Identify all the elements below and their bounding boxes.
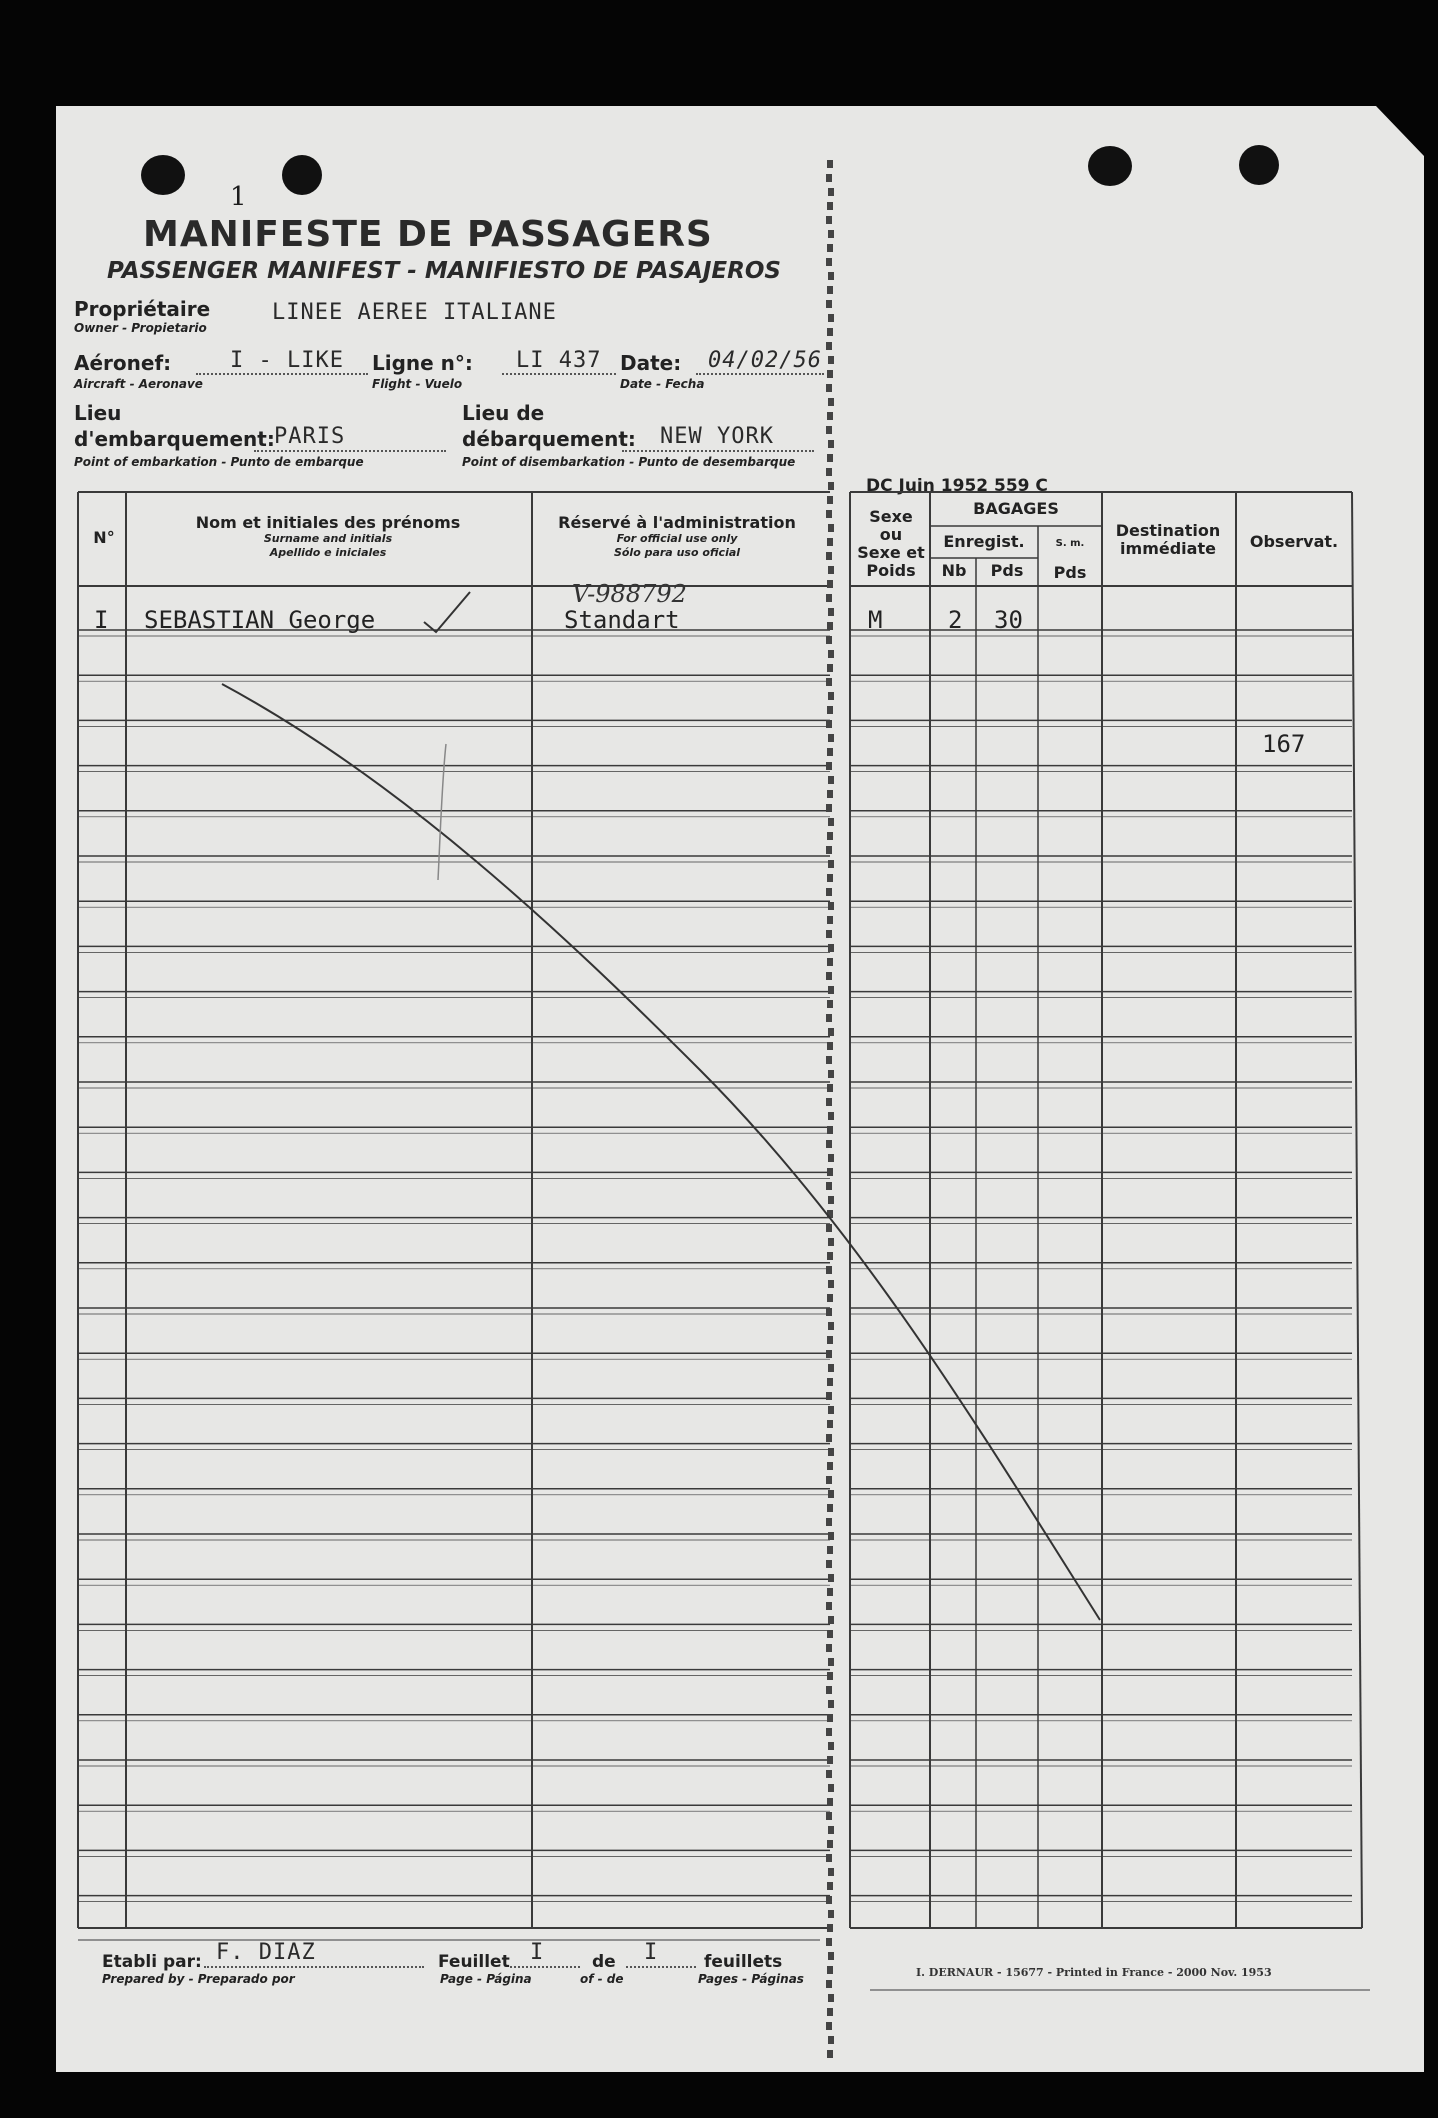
embarkation-sublabel: Point of embarkation - Punto de embarque: [74, 455, 364, 469]
row-no: I: [94, 606, 109, 634]
row-admin: Standart: [564, 606, 680, 634]
col-header-name-sub1: Surname and initials: [263, 532, 393, 545]
owner-sublabel: Owner - Propietario: [74, 321, 207, 335]
of-label: de: [592, 1952, 616, 1972]
col-header-name-sub2: Apellido e iniciales: [269, 546, 387, 559]
embarkation-label-2: d'embarquement:: [74, 427, 275, 451]
sheet-label: Feuillet: [438, 1952, 510, 1972]
form-stamp: DC Juin 1952 559 C: [866, 476, 1048, 496]
row-nb: 2: [948, 606, 963, 634]
col-header-remarks: Observat.: [1249, 532, 1339, 551]
col-header-sex-l1: Sexe: [869, 507, 913, 526]
date-value: 04/02/56: [708, 348, 822, 373]
col-header-sex-l4: Poids: [866, 561, 916, 580]
col-header-sex-l2: ou: [879, 525, 903, 544]
sheets-label: feuillets: [704, 1952, 783, 1972]
row-pds: 30: [994, 606, 1023, 634]
col-header-sex-l3: Sexe et: [857, 543, 925, 562]
manifest-title: MANIFESTE DE PASSAGERS: [143, 214, 713, 255]
manifest-subtitle: PASSENGER MANIFEST - MANIFIESTO DE PASAJEROS: [107, 258, 781, 284]
flight-label: Ligne n°:: [372, 351, 473, 375]
aircraft-sublabel: Aircraft - Aeronave: [74, 377, 203, 391]
col-header-admin-sub1: For official use only: [616, 532, 738, 545]
page-mark: 1: [230, 182, 247, 212]
prepared-sublabel: Prepared by - Preparado por: [102, 1972, 295, 1986]
sheet-sublabel: Page - Página: [440, 1972, 532, 1986]
printer-imprint: I. DERNAUR - 15677 - Printed in France - 2000 Nov. 1953: [916, 1966, 1272, 1979]
side-number: 167: [1262, 730, 1306, 758]
embarkation-label-1: Lieu: [74, 401, 122, 425]
disembarkation-sublabel: Point of disembarkation - Punto de desembarque: [462, 455, 796, 469]
aircraft-value: I - LIKE: [230, 348, 344, 373]
col-header-registered: Enregist.: [943, 532, 1025, 551]
aircraft-label: Aéronef:: [74, 351, 172, 375]
prepared-value: F. DIAZ: [216, 1940, 316, 1965]
disembarkation-label-1: Lieu de: [462, 401, 545, 425]
date-label: Date:: [620, 351, 682, 375]
owner-value: LINEE AEREE ITALIANE: [272, 300, 557, 325]
col-header-destination-l2: immédiate: [1120, 539, 1216, 558]
col-header-baggage: BAGAGES: [973, 499, 1059, 518]
embarkation-value: PARIS: [274, 424, 346, 449]
row-admin-note: V-988792: [572, 580, 687, 608]
col-header-admin-sub2: Sólo para uso oficial: [613, 546, 741, 559]
col-header-hand: S. m.: [1055, 538, 1085, 549]
col-header-nb: Nb: [941, 561, 967, 580]
flight-value: LI 437: [516, 348, 602, 373]
flight-sublabel: Flight - Vuelo: [372, 377, 463, 391]
strike-through-diagonal: [222, 684, 1100, 1620]
col-header-pds: Pds: [990, 561, 1024, 580]
of-value: I: [644, 1940, 659, 1965]
col-header-admin-main: Réservé à l'administration: [558, 513, 796, 532]
col-header-destination-l1: Destination: [1115, 521, 1221, 540]
row-name: SEBASTIAN George: [144, 606, 376, 634]
prepared-label: Etabli par:: [102, 1952, 202, 1972]
disembarkation-value: NEW YORK: [660, 424, 774, 449]
col-header-name-main: Nom et initiales des prénoms: [195, 513, 461, 532]
faint-pen-stroke: [438, 744, 446, 880]
date-sublabel: Date - Fecha: [620, 377, 705, 391]
sheet-value: I: [530, 1940, 545, 1965]
col-header-pds2: Pds: [1053, 563, 1087, 582]
col-header-no: N°: [93, 528, 115, 547]
tick-mark: [424, 592, 470, 632]
owner-label: Propriétaire: [74, 297, 211, 321]
sheets-sublabel: Pages - Páginas: [698, 1972, 804, 1986]
disembarkation-label-2: débarquement:: [462, 427, 636, 451]
row-sex: M: [868, 606, 883, 634]
of-sublabel: of - de: [580, 1972, 624, 1986]
